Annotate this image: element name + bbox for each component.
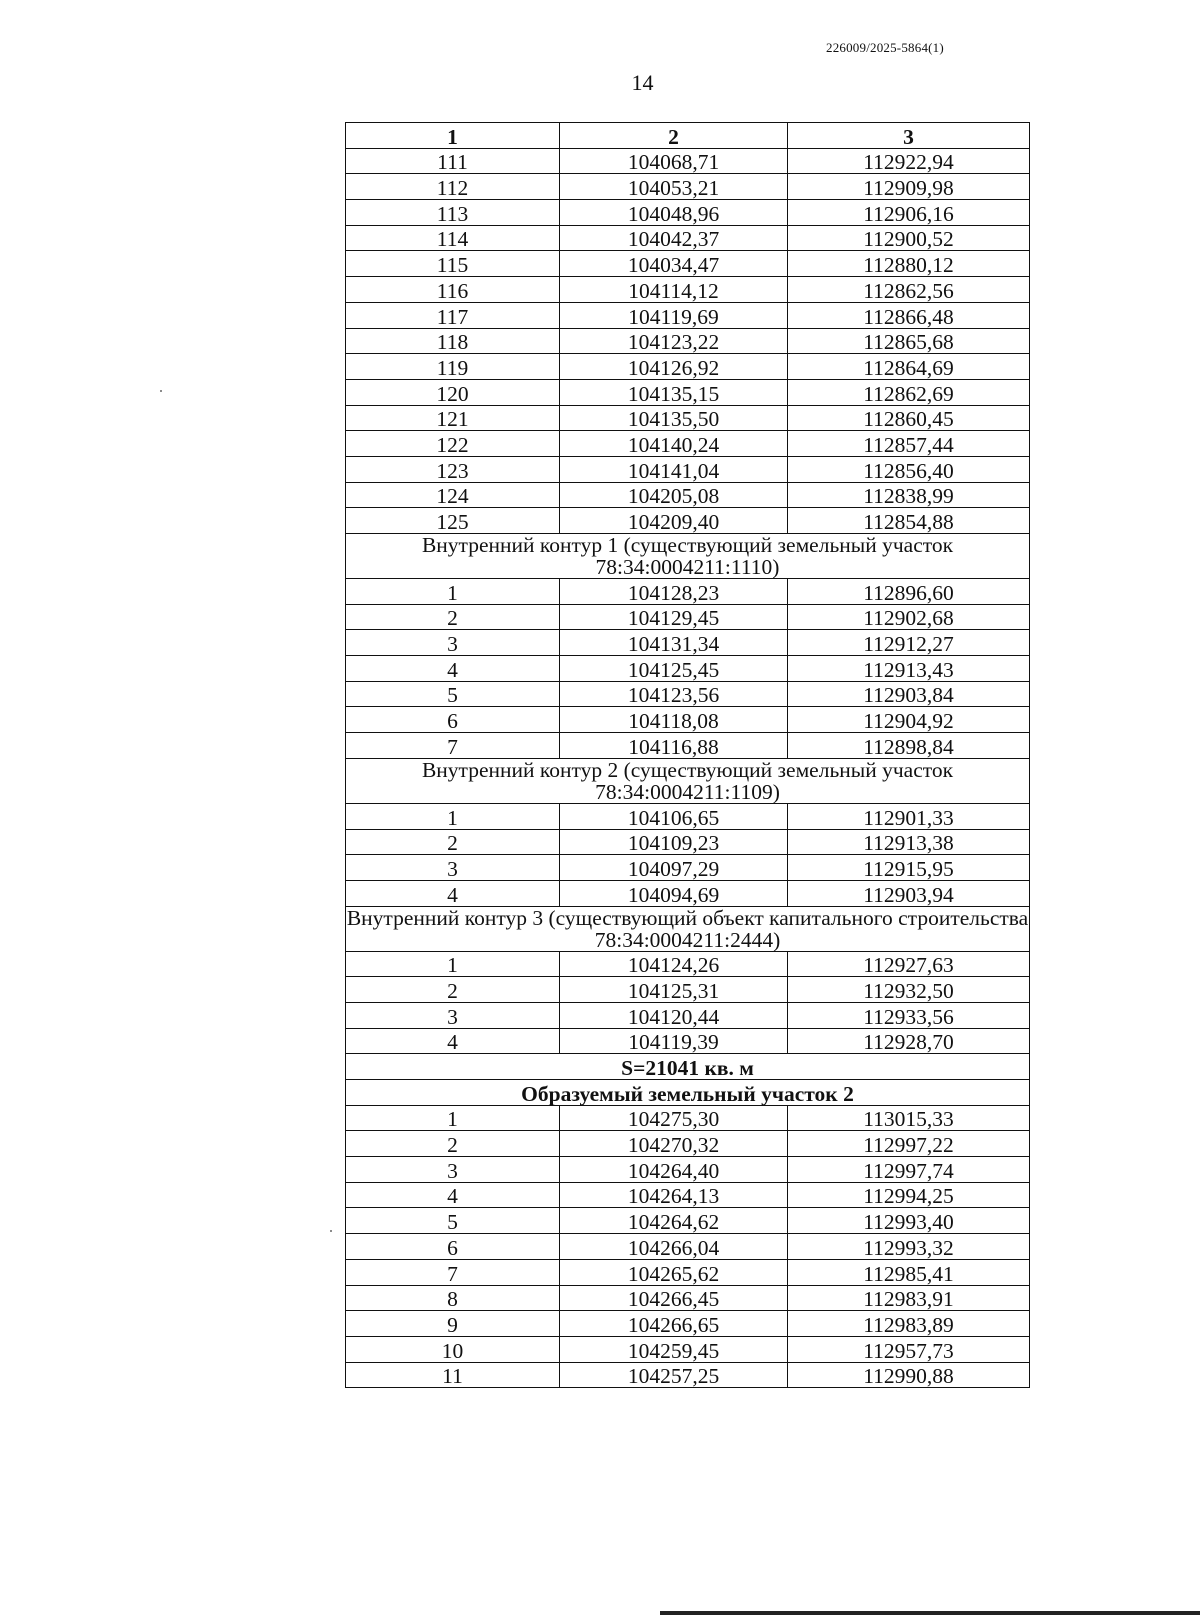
table-row — [346, 1131, 1030, 1157]
table-row — [346, 803, 1030, 829]
page-number: 14 — [631, 70, 654, 95]
point-number: 8 — [346, 1285, 560, 1311]
point-number: 3 — [346, 1002, 560, 1028]
coordinate-x: 104209,40 — [560, 508, 788, 534]
coordinate-y: 112990,88 — [788, 1362, 1030, 1388]
section-title-row — [346, 758, 1030, 803]
table-row — [346, 1157, 1030, 1183]
point-number: 124 — [346, 482, 560, 508]
table-row — [346, 354, 1030, 380]
contour1-title: Внутренний контур 1 (существующий земельный участок 78:34:0004211:1110) — [346, 534, 1030, 579]
coordinate-x: 104048,96 — [560, 200, 788, 226]
table-row — [346, 302, 1030, 328]
table-row — [346, 431, 1030, 457]
coordinate-x: 104068,71 — [560, 148, 788, 174]
coordinate-y: 112915,95 — [788, 855, 1030, 881]
coordinate-y: 112901,33 — [788, 803, 1030, 829]
coordinate-y: 112880,12 — [788, 251, 1030, 277]
table-row — [346, 482, 1030, 508]
table-row — [346, 1362, 1030, 1388]
coordinate-y: 112912,27 — [788, 630, 1030, 656]
coordinate-x: 104106,65 — [560, 803, 788, 829]
coordinate-x: 104266,65 — [560, 1311, 788, 1337]
point-number: 11 — [346, 1362, 560, 1388]
coordinate-y: 112865,68 — [788, 328, 1030, 354]
table-row — [346, 977, 1030, 1003]
document-registration-number: 226009/2025-5864(1) — [826, 40, 944, 55]
point-number: 123 — [346, 456, 560, 482]
coordinate-y: 112997,74 — [788, 1157, 1030, 1183]
coordinate-x: 104135,15 — [560, 379, 788, 405]
coordinate-x: 104257,25 — [560, 1362, 788, 1388]
coordinate-y: 112985,41 — [788, 1259, 1030, 1285]
point-number: 119 — [346, 354, 560, 380]
table-row — [346, 951, 1030, 977]
coordinate-y: 112983,89 — [788, 1311, 1030, 1337]
coordinate-x: 104270,32 — [560, 1131, 788, 1157]
coordinate-x: 104053,21 — [560, 174, 788, 200]
table-row — [346, 579, 1030, 605]
table-row — [346, 855, 1030, 881]
coordinate-y: 112932,50 — [788, 977, 1030, 1003]
table-row — [346, 1002, 1030, 1028]
coordinate-y: 112862,56 — [788, 277, 1030, 303]
coordinate-x: 104042,37 — [560, 225, 788, 251]
point-number: 4 — [346, 880, 560, 906]
point-number: 122 — [346, 431, 560, 457]
point-number: 111 — [346, 148, 560, 174]
coordinate-x: 104264,13 — [560, 1182, 788, 1208]
coordinate-y: 112856,40 — [788, 456, 1030, 482]
coordinate-y: 112866,48 — [788, 302, 1030, 328]
table-row — [346, 251, 1030, 277]
coordinate-x: 104141,04 — [560, 456, 788, 482]
table-row — [346, 1285, 1030, 1311]
coordinate-x: 104205,08 — [560, 482, 788, 508]
table-row — [346, 880, 1030, 906]
point-number: 1 — [346, 951, 560, 977]
table-row — [346, 656, 1030, 682]
table-row — [346, 225, 1030, 251]
point-number: 4 — [346, 1182, 560, 1208]
point-number: 115 — [346, 251, 560, 277]
point-number: 4 — [346, 1028, 560, 1054]
point-number: 121 — [346, 405, 560, 431]
coordinate-x: 104123,56 — [560, 681, 788, 707]
table-row — [346, 829, 1030, 855]
coordinate-x: 104264,40 — [560, 1157, 788, 1183]
coordinate-x: 104135,50 — [560, 405, 788, 431]
coordinate-x: 104114,12 — [560, 277, 788, 303]
point-number: 2 — [346, 829, 560, 855]
point-number: 1 — [346, 579, 560, 605]
coordinate-y: 112898,84 — [788, 733, 1030, 759]
coordinate-y: 112902,68 — [788, 604, 1030, 630]
point-number: 3 — [346, 855, 560, 881]
point-number: 114 — [346, 225, 560, 251]
coordinate-y: 112900,52 — [788, 225, 1030, 251]
table-row — [346, 148, 1030, 174]
point-number: 5 — [346, 1208, 560, 1234]
coordinate-y: 112857,44 — [788, 431, 1030, 457]
contour2-rows — [346, 803, 1030, 906]
point-number: 125 — [346, 508, 560, 534]
column-header-3: 3 — [788, 123, 1030, 149]
table-row — [346, 379, 1030, 405]
point-number: 117 — [346, 302, 560, 328]
coordinate-y: 112922,94 — [788, 148, 1030, 174]
coordinate-y: 112904,92 — [788, 707, 1030, 733]
coordinates-table — [345, 122, 1030, 1388]
coordinate-y: 112994,25 — [788, 1182, 1030, 1208]
coordinate-y: 112997,22 — [788, 1131, 1030, 1157]
coordinate-y: 112993,32 — [788, 1234, 1030, 1260]
coordinate-y: 112838,99 — [788, 482, 1030, 508]
table-row — [346, 456, 1030, 482]
point-number: 120 — [346, 379, 560, 405]
table-row — [346, 681, 1030, 707]
scan-speck — [330, 1230, 332, 1232]
coordinate-x: 104118,08 — [560, 707, 788, 733]
section-title-row — [346, 534, 1030, 579]
column-header-2: 2 — [560, 123, 788, 149]
table-row — [346, 733, 1030, 759]
coordinate-x: 104265,62 — [560, 1259, 788, 1285]
contour2-section — [346, 758, 1030, 803]
coordinate-y: 112928,70 — [788, 1028, 1030, 1054]
coordinate-x: 104126,92 — [560, 354, 788, 380]
contour1-section — [346, 534, 1030, 579]
coordinate-y: 113015,33 — [788, 1105, 1030, 1131]
coordinate-x: 104094,69 — [560, 880, 788, 906]
point-number: 2 — [346, 1131, 560, 1157]
table-row — [346, 1208, 1030, 1234]
column-header-1: 1 — [346, 123, 560, 149]
coordinate-x: 104128,23 — [560, 579, 788, 605]
point-number: 6 — [346, 707, 560, 733]
coordinate-y: 112957,73 — [788, 1336, 1030, 1362]
coordinate-y: 112903,94 — [788, 880, 1030, 906]
plot2-title: Образуемый земельный участок 2 — [346, 1080, 1030, 1106]
coordinate-x: 104131,34 — [560, 630, 788, 656]
point-number: 4 — [346, 656, 560, 682]
table-row — [346, 630, 1030, 656]
coordinate-x: 104124,26 — [560, 951, 788, 977]
coordinate-y: 112983,91 — [788, 1285, 1030, 1311]
table-row — [346, 508, 1030, 534]
coordinate-y: 112933,56 — [788, 1002, 1030, 1028]
coordinate-y: 112896,60 — [788, 579, 1030, 605]
coordinate-x: 104125,31 — [560, 977, 788, 1003]
coordinate-x: 104119,69 — [560, 302, 788, 328]
table-row — [346, 277, 1030, 303]
scan-speck — [160, 390, 162, 392]
table-row — [346, 1234, 1030, 1260]
point-number: 3 — [346, 1157, 560, 1183]
coordinate-x: 104097,29 — [560, 855, 788, 881]
table-row — [346, 1028, 1030, 1054]
table-row — [346, 200, 1030, 226]
table-row — [346, 1311, 1030, 1337]
contour3-section — [346, 906, 1030, 951]
table-row — [346, 405, 1030, 431]
contour1-rows — [346, 579, 1030, 759]
coordinate-y: 112913,43 — [788, 656, 1030, 682]
point-number: 1 — [346, 1105, 560, 1131]
table-row — [346, 328, 1030, 354]
coordinate-y: 112862,69 — [788, 379, 1030, 405]
coordinate-x: 104259,45 — [560, 1336, 788, 1362]
table-row — [346, 707, 1030, 733]
table-row — [346, 604, 1030, 630]
contour3-rows — [346, 951, 1030, 1054]
coordinate-x: 104120,44 — [560, 1002, 788, 1028]
coordinate-y: 112927,63 — [788, 951, 1030, 977]
point-number: 2 — [346, 604, 560, 630]
coordinate-x: 104266,45 — [560, 1285, 788, 1311]
table-row — [346, 1105, 1030, 1131]
table-row — [346, 1259, 1030, 1285]
coordinate-x: 104125,45 — [560, 656, 788, 682]
section-title-row — [346, 906, 1030, 951]
point-number: 112 — [346, 174, 560, 200]
point-number: 7 — [346, 1259, 560, 1285]
point-number: 6 — [346, 1234, 560, 1260]
contour2-title: Внутренний контур 2 (существующий земельный участок 78:34:0004211:1109) — [346, 758, 1030, 803]
coordinate-x: 104116,88 — [560, 733, 788, 759]
coordinate-x: 104119,39 — [560, 1028, 788, 1054]
main-contour-rows — [346, 148, 1030, 533]
scan-bottom-edge — [660, 1611, 1200, 1615]
area-row — [346, 1054, 1030, 1080]
coordinate-x: 104140,24 — [560, 431, 788, 457]
coordinate-y: 112854,88 — [788, 508, 1030, 534]
coordinate-y: 112860,45 — [788, 405, 1030, 431]
point-number: 1 — [346, 803, 560, 829]
point-number: 2 — [346, 977, 560, 1003]
point-number: 9 — [346, 1311, 560, 1337]
point-number: 113 — [346, 200, 560, 226]
coordinate-x: 104109,23 — [560, 829, 788, 855]
coordinate-x: 104129,45 — [560, 604, 788, 630]
point-number: 5 — [346, 681, 560, 707]
coordinate-y: 112864,69 — [788, 354, 1030, 380]
coordinate-y: 112913,38 — [788, 829, 1030, 855]
coordinate-y: 112903,84 — [788, 681, 1030, 707]
point-number: 118 — [346, 328, 560, 354]
contour3-title: Внутренний контур 3 (существующий объект капитального строительства 78:34:0004211:2444) — [346, 905, 1029, 952]
coordinate-y: 112906,16 — [788, 200, 1030, 226]
point-number: 3 — [346, 630, 560, 656]
point-number: 116 — [346, 277, 560, 303]
coordinate-x: 104034,47 — [560, 251, 788, 277]
coordinate-x: 104275,30 — [560, 1105, 788, 1131]
point-number: 10 — [346, 1336, 560, 1362]
table-header-row — [346, 123, 1030, 149]
area-label: S=21041 кв. м — [346, 1054, 1030, 1080]
point-number: 7 — [346, 733, 560, 759]
area-section — [346, 1054, 1030, 1105]
table-row — [346, 174, 1030, 200]
coordinate-y: 112993,40 — [788, 1208, 1030, 1234]
table-row — [346, 1182, 1030, 1208]
plot2-rows — [346, 1105, 1030, 1388]
coordinate-x: 104123,22 — [560, 328, 788, 354]
coordinate-x: 104264,62 — [560, 1208, 788, 1234]
table-row — [346, 1336, 1030, 1362]
coordinate-x: 104266,04 — [560, 1234, 788, 1260]
coordinate-y: 112909,98 — [788, 174, 1030, 200]
plot2-title-row — [346, 1080, 1030, 1106]
